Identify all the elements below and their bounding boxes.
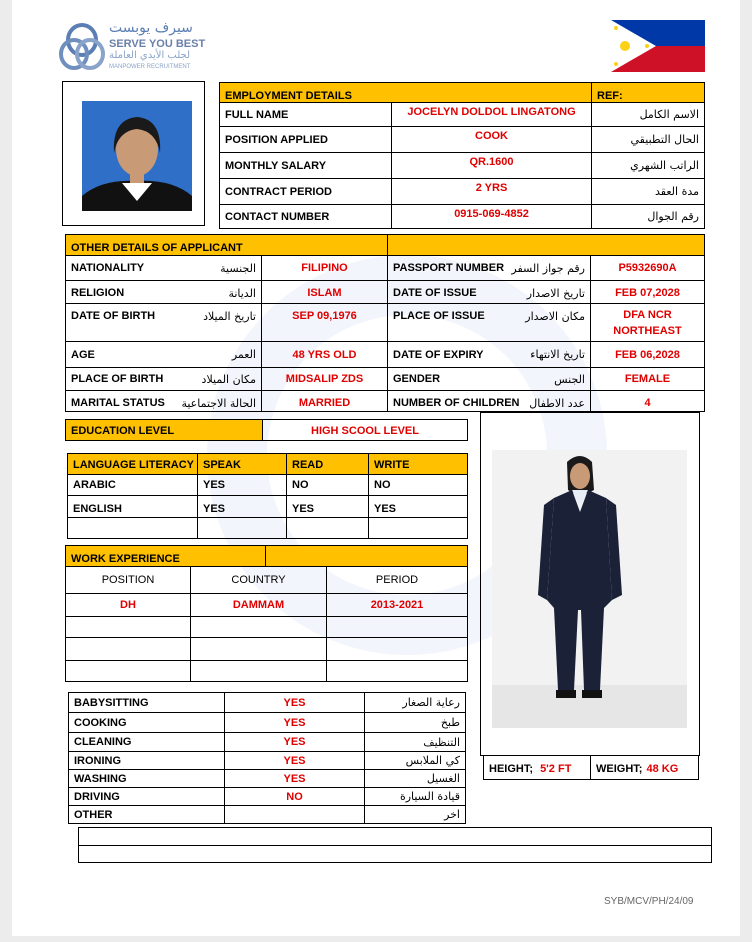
language-cell: YES <box>197 495 287 518</box>
monthly-salary-arabic: الراتب الشهري <box>591 152 705 179</box>
other-details-title-right <box>387 234 705 256</box>
skill-label: DRIVING <box>68 787 225 806</box>
other-details-title: OTHER DETAILS OF APPLICANT <box>65 234 388 256</box>
nationality-value: FILIPINO <box>261 255 388 281</box>
date-of-issue-label: DATE OF ISSUE <box>393 287 477 299</box>
passport-number-value: P5932690A <box>590 255 705 281</box>
language-cell: NO <box>286 474 369 496</box>
date-of-birth-label-cell <box>65 303 262 342</box>
height-value: 5'2 FT <box>540 762 572 775</box>
position-applied-label: POSITION APPLIED <box>219 126 392 153</box>
language-cell: YES <box>286 495 369 518</box>
language-header-speak: SPEAK <box>197 453 287 475</box>
date-of-expiry-arabic: تاريخ الانتهاء <box>530 348 585 361</box>
ref-label: REF: <box>591 82 705 103</box>
work-experience-title-right <box>265 545 468 567</box>
religion-value: ISLAM <box>261 280 388 304</box>
language-cell: ARABIC <box>67 474 198 496</box>
footer-code: SYB/MCV/PH/24/09 <box>604 896 694 907</box>
skill-label: BABYSITTING <box>68 692 225 713</box>
work-cell <box>190 616 327 638</box>
number-of-children-arabic: عدد الاطفال <box>529 396 585 410</box>
skill-value <box>224 805 365 824</box>
monthly-salary-value: QR.1600 <box>391 152 592 179</box>
place-of-birth-label: PLACE OF BIRTH <box>71 373 164 385</box>
weight-label: WEIGHT; <box>596 762 643 775</box>
skill-label: WASHING <box>68 769 225 788</box>
portrait-photo-frame <box>62 81 205 226</box>
skill-label: CLEANING <box>68 732 225 752</box>
gender-arabic: الجنس <box>554 372 585 386</box>
skill-label: IRONING <box>68 751 225 770</box>
date-of-issue-value: FEB 07,2028 <box>590 280 705 304</box>
skill-value: YES <box>224 732 365 752</box>
language-cell: NO <box>368 474 468 496</box>
date-of-expiry-value: FEB 06,2028 <box>590 341 705 368</box>
number-of-children-label-cell <box>387 390 591 412</box>
date-of-expiry-label: DATE OF EXPIRY <box>393 348 484 361</box>
marital-status-label-cell <box>65 390 262 412</box>
work-cell <box>190 660 327 682</box>
place-of-issue-arabic: مكان الاصدار <box>525 310 585 323</box>
language-cell <box>67 517 198 539</box>
height-label: HEIGHT; <box>489 762 533 775</box>
philippine-flag <box>611 20 705 72</box>
date-of-birth-arabic: تاريخ الميلاد <box>203 310 256 323</box>
language-cell <box>197 517 287 539</box>
marital-status-value: MARRIED <box>261 390 388 412</box>
full-name-label: FULL NAME <box>219 102 392 127</box>
work-header-period: PERIOD <box>326 566 468 594</box>
nationality-arabic: الجنسية <box>220 261 256 275</box>
age-label-cell <box>65 341 262 368</box>
marital-status-label: MARITAL STATUS <box>71 397 165 409</box>
work-header-country: COUNTRY <box>190 566 327 594</box>
gender-value: FEMALE <box>590 367 705 391</box>
place-of-issue-value-cell <box>590 303 705 342</box>
skill-label: COOKING <box>68 712 225 733</box>
language-cell: YES <box>197 474 287 496</box>
philippine-flag-icon <box>611 20 705 72</box>
weight-value: 48 KG <box>646 762 679 775</box>
skill-arabic: اخر <box>364 805 466 824</box>
place-of-issue-label-cell <box>387 303 591 342</box>
language-cell: YES <box>368 495 468 518</box>
place-of-issue-value-line2: NORTHEAST <box>613 324 682 337</box>
date-of-issue-arabic: تاريخ الاصدار <box>526 286 585 300</box>
place-of-issue-value: DFA NCR <box>623 308 672 321</box>
logo-name: SERVE YOU BEST <box>109 38 206 50</box>
age-value: 48 YRS OLD <box>261 341 388 368</box>
logo-tagline-arabic: لجلب الأيدي العاملة <box>109 50 191 61</box>
skill-value: YES <box>224 712 365 733</box>
age-label: AGE <box>71 348 95 361</box>
notes-row <box>78 827 712 846</box>
skill-arabic: كي الملابس <box>364 751 466 770</box>
work-cell <box>65 660 191 682</box>
contract-period-label: CONTRACT PERIOD <box>219 178 392 205</box>
date-of-birth-value: SEP 09,1976 <box>261 303 388 342</box>
education-label: EDUCATION LEVEL <box>65 419 263 441</box>
nationality-label: NATIONALITY <box>71 262 145 274</box>
logo-tagline: MANPOWER RECRUITMENT <box>109 64 191 70</box>
skill-label: OTHER <box>68 805 225 824</box>
date-of-issue-label-cell <box>387 280 591 304</box>
position-applied-value: COOK <box>391 126 592 153</box>
skill-value: NO <box>224 787 365 806</box>
employment-title: EMPLOYMENT DETAILS <box>219 82 592 103</box>
skill-arabic: طبخ <box>364 712 466 733</box>
language-header-literacy: LANGUAGE LITERACY <box>67 453 198 475</box>
contract-period-arabic: مدة العقد <box>591 178 705 205</box>
religion-arabic: الديانة <box>228 286 256 300</box>
language-cell <box>368 517 468 539</box>
language-cell <box>286 517 369 539</box>
language-header-read: READ <box>286 453 369 475</box>
place-of-birth-arabic: مكان الميلاد <box>201 372 256 386</box>
logo-knot-icon <box>59 22 105 74</box>
passport-number-label-cell <box>387 255 591 281</box>
religion-label-cell <box>65 280 262 304</box>
skill-arabic: رعاية الصغار <box>364 692 466 713</box>
company-logo <box>59 20 209 75</box>
work-cell <box>326 660 468 682</box>
skill-arabic: الغسيل <box>364 769 466 788</box>
skill-arabic: التنظيف <box>364 732 466 752</box>
number-of-children-label: NUMBER OF CHILDREN <box>393 397 520 409</box>
full-body-photo <box>492 450 687 728</box>
full-name-value: JOCELYN DOLDOL LINGATONG <box>391 102 592 127</box>
work-experience-title: WORK EXPERIENCE <box>65 545 266 567</box>
number-of-children-value: 4 <box>590 390 705 412</box>
place-of-issue-label: PLACE OF ISSUE <box>393 310 485 322</box>
skill-arabic: قيادة السيارة <box>364 787 466 806</box>
place-of-birth-label-cell <box>65 367 262 391</box>
passport-number-arabic: رقم جواز السفر <box>511 261 585 275</box>
passport-number-label: PASSPORT NUMBER <box>393 262 505 274</box>
marital-status-arabic: الحالة الاجتماعية <box>181 396 256 410</box>
work-cell <box>190 637 327 661</box>
logo-arabic: سيرف يوبست <box>109 20 193 36</box>
full-name-arabic: الاسم الكامل <box>591 102 705 127</box>
height-cell <box>483 755 591 780</box>
monthly-salary-label: MONTHLY SALARY <box>219 152 392 179</box>
work-cell <box>326 637 468 661</box>
language-cell: ENGLISH <box>67 495 198 518</box>
religion-label: RELIGION <box>71 287 125 299</box>
gender-label-cell <box>387 367 591 391</box>
weight-cell <box>590 755 699 780</box>
work-cell: DH <box>65 593 191 617</box>
language-header-write: WRITE <box>368 453 468 475</box>
contract-period-value: 2 YRS <box>391 178 592 205</box>
date-of-expiry-label-cell <box>387 341 591 368</box>
work-cell: DAMMAM <box>190 593 327 617</box>
contact-number-value: 0915-069-4852 <box>391 204 592 229</box>
place-of-birth-value: MIDSALIP ZDS <box>261 367 388 391</box>
work-cell <box>326 616 468 638</box>
gender-label: GENDER <box>393 373 441 385</box>
contact-number-arabic: رقم الجوال <box>591 204 705 229</box>
skill-value: YES <box>224 692 365 713</box>
nationality-label-cell <box>65 255 262 281</box>
position-applied-arabic: الحال التطبيقي <box>591 126 705 153</box>
age-arabic: العمر <box>231 348 256 361</box>
date-of-birth-label: DATE OF BIRTH <box>71 310 156 322</box>
skill-value: YES <box>224 751 365 770</box>
portrait-photo <box>82 101 192 211</box>
full-body-photo-frame <box>480 412 700 756</box>
work-cell <box>65 637 191 661</box>
cv-page <box>12 0 740 936</box>
contact-number-label: CONTACT NUMBER <box>219 204 392 229</box>
notes-row <box>78 845 712 863</box>
skill-value: YES <box>224 769 365 788</box>
work-cell <box>65 616 191 638</box>
education-value: HIGH SCOOL LEVEL <box>262 419 468 441</box>
work-header-position: POSITION <box>65 566 191 594</box>
work-cell: 2013-2021 <box>326 593 468 617</box>
